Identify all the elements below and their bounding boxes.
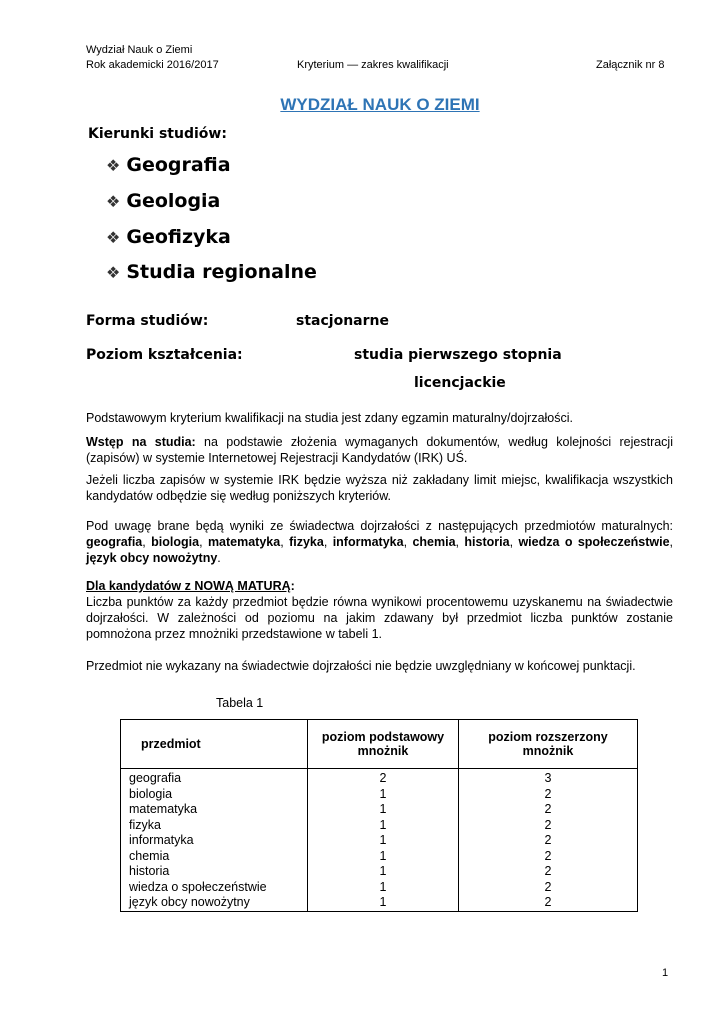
table-row: geografia 2 3	[121, 769, 638, 787]
header-basic: poziom podstawowy mnożnik	[308, 720, 459, 769]
new-matura-heading: Dla kandydatów z NOWĄ MATURĄ	[86, 579, 291, 593]
direction-item: ❖ Studia regionalne	[106, 261, 317, 283]
level-value: studia pierwszego stopnia	[354, 347, 562, 363]
table-row: biologia 1 2	[121, 787, 638, 803]
table-row: matematyka 1 2	[121, 802, 638, 818]
table-row: fizyka 1 2	[121, 818, 638, 834]
form-label: Forma studiów:	[86, 313, 209, 329]
table-header-row	[121, 720, 638, 769]
direction-item: ❖ Geofizyka	[106, 226, 231, 248]
table-row: chemia 1 2	[121, 849, 638, 865]
form-value: stacjonarne	[296, 313, 389, 329]
direction-item: ❖ Geologia	[106, 190, 221, 212]
table-row: język obcy nowożytny 1 2	[121, 895, 638, 911]
diamond-bullet-icon: ❖	[106, 192, 121, 211]
paragraph-new-matura: Dla kandydatów z NOWĄ MATURĄ: Liczba punktów za każdy przedmiot będzie równa wynikowi procentowemu uzyskanemu na świadectwie dojrzałości. W zależności od poziomu na jakim zdawany był przedmiot liczba punktów zostanie pomnożona przez mnożniki przedstawione w tabeli 1.	[86, 579, 673, 641]
table-label: Tabela 1	[216, 696, 264, 710]
page-title: WYDZIAŁ NAUK O ZIEMI	[280, 95, 480, 114]
page-number: 1	[662, 967, 669, 979]
header-subject: przedmiot	[121, 720, 308, 769]
header-annex: Załącznik nr 8	[596, 59, 665, 71]
direction-item: ❖ Geografia	[106, 154, 231, 176]
header-extended: poziom rozszerzony mnożnik	[459, 720, 638, 769]
paragraph-subjects: Pod uwagę brane będą wyniki ze świadectwa dojrzałości z następujących przedmiotów maturalnych: geografia, biologia, matematyka, fizyka, informatyka, chemia, historia, wiedza o społeczeństwie, język obcy nowożytny.	[86, 519, 674, 565]
level-value-2: licencjackie	[414, 375, 506, 391]
paragraph-admission: Wstęp na studia: na podstawie złożenia wymaganych dokumentów, według kolejności rejestracji (zapisów) w systemie Internetowej Rejestracji Kandydatów (IRK) UŚ.	[86, 435, 673, 465]
diamond-bullet-icon: ❖	[106, 156, 121, 175]
header-faculty: Wydział Nauk o Ziemi	[86, 44, 193, 56]
table-row: historia 1 2	[121, 864, 638, 880]
directions-label: Kierunki studiów:	[88, 126, 227, 142]
paragraph-basic-criterion: Podstawowym kryterium kwalifikacji na studia jest zdany egzamin maturalny/dojrzałości.	[86, 411, 573, 425]
multiplier-table	[120, 719, 638, 912]
table-row: informatyka 1 2	[121, 833, 638, 849]
diamond-bullet-icon: ❖	[106, 263, 121, 282]
paragraph-limit: Jeżeli liczba zapisów w systemie IRK będzie wyższa niż zakładany limit miejsc, kwalifikacja wszystkich kandydatów odbędzie się według poniższych kryteriów.	[86, 473, 673, 503]
header-center: Kryterium — zakres kwalifikacji	[297, 59, 449, 71]
paragraph-not-shown: Przedmiot nie wykazany na świadectwie dojrzałości nie będzie uwzględniany w końcowej punktacji.	[86, 659, 636, 673]
table-row: wiedza o społeczeństwie 1 2	[121, 880, 638, 896]
header-year: Rok akademicki 2016/2017	[86, 59, 219, 71]
level-label: Poziom kształcenia:	[86, 347, 243, 363]
diamond-bullet-icon: ❖	[106, 228, 121, 247]
